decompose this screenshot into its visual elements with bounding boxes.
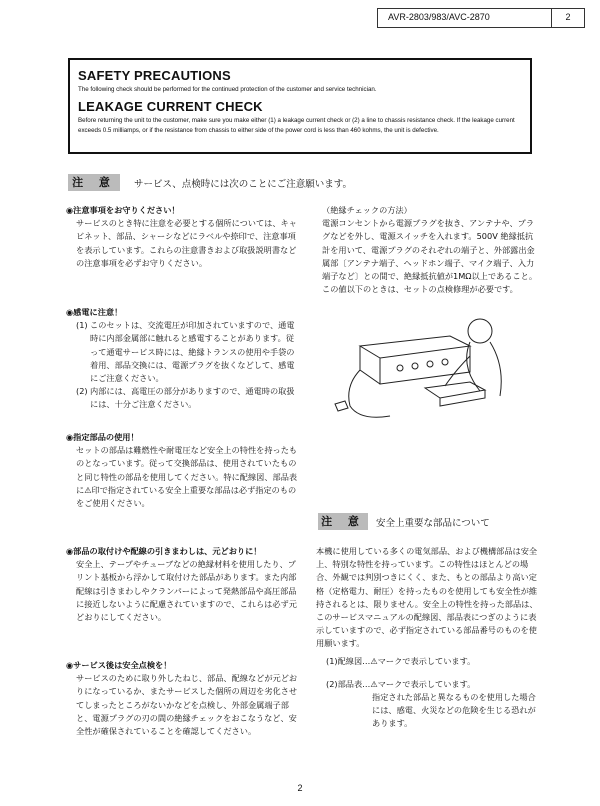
caution-tag: 注 意 [318, 513, 368, 530]
section-body: 安全上、テープやチューブなどの絶縁材料を使用したり、プリント基板から浮かして取付けた部品があります。また内部配線は引きまわしやクランパーによって発熱部品や高圧部品に接近しないように配慮されていますので、これらは必ず元どおりにしてください。 [76, 559, 297, 623]
section-specified-parts [66, 431, 302, 510]
section-heading: ◉感電に注意！ [66, 307, 123, 317]
safety-title: SAFETY PRECAUTIONS [78, 68, 231, 83]
header-box [377, 8, 585, 28]
list-item: (2) 内部には、高電圧の部分がありますので、通電時の取扱には、十分ご注意ください。 [76, 386, 295, 410]
caution-intro: サービス、点検時には次のことにご注意願います。 [134, 179, 353, 190]
list-item: (2)部品表…⚠マークで表示しています。 [326, 678, 476, 689]
section-heading: ◉指定部品の使用！ [66, 432, 139, 442]
section-heading: ◉部品の取付けや配線の引きまわしは、元どおりに！ [66, 546, 262, 556]
section-body: サービスのために取り外したねじ、部品、配線などが元どおりになっているか、またサービスした個所の周辺を劣化させてしまったところがないかなどを点検し、外部金属端子部と、電源プラグの刃の間の絶縁チェックをおこなうなど、安全性が確保されていることを確認してください。 [76, 673, 298, 737]
section-heading: ◉注意事項をお守りください！ [66, 205, 180, 215]
list-item: (1)配線図…⚠マークで表示しています。 [326, 655, 476, 666]
section-safety-check [66, 659, 302, 738]
section-wiring [66, 545, 302, 624]
leakage-title: LEAKAGE CURRENT CHECK [78, 99, 263, 114]
page-number: 2 [297, 783, 303, 793]
safety-intro: The following check should be performed for the continued protection of the customer and service technician. [78, 86, 377, 93]
safety-box [68, 58, 532, 154]
section-electric-shock [66, 306, 302, 412]
list-item-note: 指定された部品と異なるものを使用した場合には、感電、火災などの危険を生じる恐れがあります。 [372, 692, 536, 729]
section-heading: （絶縁チェックの方法） [322, 205, 412, 215]
section-critical-parts [316, 545, 540, 731]
section-body: セットの部品は難燃性や耐電圧など安全上の特性を持ったものとなっています。従って交換部品は、使用されていたものと同じ特性の部品を使用してください。特に配線図、部品表に⚠印で指定されている安全上重要な部品は必ず指定のものをご使用ください。 [76, 445, 298, 509]
header-page-number: 2 [565, 12, 571, 22]
section-body: サービスのとき特に注意を必要とする個所については、キャビネット、部品、シャーシなどにラベルや捺印で、注意事項を表示しています。これらの注意書きおよび取扱説明書などの注意事項を必ずお守りください。 [76, 218, 297, 268]
caution-tag: 注 意 [68, 174, 120, 191]
list-item: (1) このセットは、交流電圧が印加されていますので、通電時に内部金属部に触れると感電することがあります。従って通電サービス時には、絶縁トランスの使用や手袋の着用、部品交換には、電源プラグを抜くなどして、感電にご注意ください。 [76, 320, 295, 384]
section-body: 本機に使用している多くの電気部品、および機構部品は安全上、特別な特性を持っています。この特性はほとんどの場合、外観では判別つきにくく、また、もとの部品より高い定格（定格電力、耐圧）を持ったものを使用しても安全性が維持されるとは、限りません。安全上の特性を持った部品は、このサービスマニュアルの配線図、部品表につぎのように表示していますので、必ず指定されている部品番号のものを使用願います。 [316, 546, 538, 649]
caution-heading: 安全上重要な部品について [376, 518, 490, 529]
section-precautions [66, 204, 302, 270]
section-heading: ◉サービス後は安全点検を！ [66, 660, 172, 670]
section-body: 電源コンセントから電源プラグを抜き、アンテナや、プラグなどを外し、電源スイッチを入れます。500V 絶縁抵抗計を用いて、電源プラグのそれぞれの端子と、外部露出金属部〔アンテナ端子、ヘッドホン端子、マイク端子、入力端子など〕との間で、絶縁抵抗値が1MΩ以上であること。この値以下のときは、セットの点検修理が必要です。 [322, 218, 538, 295]
section-insulation-check [322, 204, 538, 296]
insulation-test-illustration [330, 306, 510, 436]
model-number: AVR-2803/983/AVC-2870 [378, 9, 552, 27]
leakage-text: Before returning the unit to the customer, make sure you make either (1) a leakage current check or (2) a line to chassis resistance check. If the leakage current exceeds 0.5 milliamps, or if the resistance from chassis to either side of the power cord is less than 460 kohms, the unit is defective. [78, 117, 515, 134]
